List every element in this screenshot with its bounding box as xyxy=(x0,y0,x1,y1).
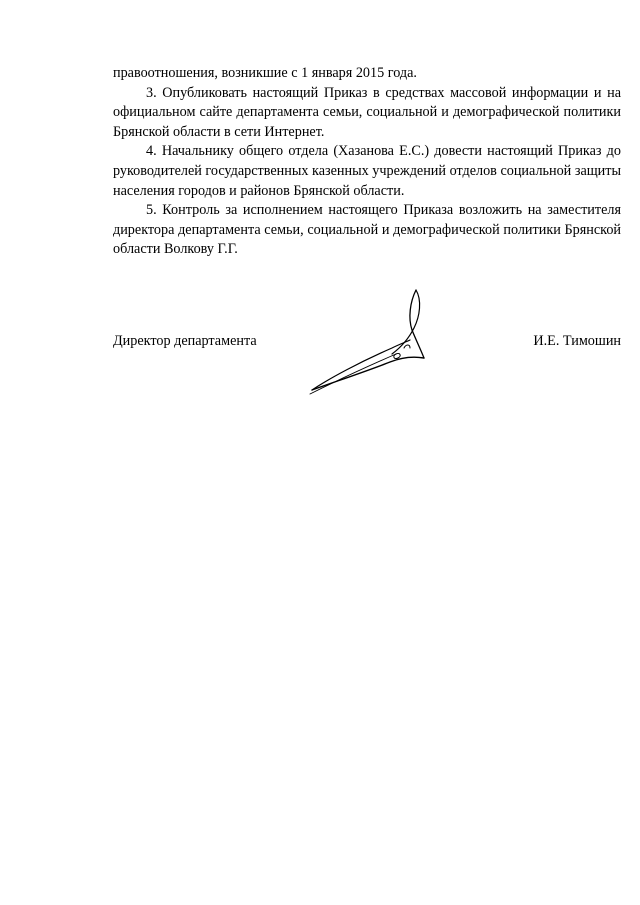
signatory-name: И.Е. Тимошин xyxy=(533,333,621,349)
paragraph-item-4: 4. Начальнику общего отдела (Хазанова Е.С.) довести настоящий Приказ до руководителей государственных казенных учреждений отделов социальной защиты населения городов и районов Брянской области. xyxy=(113,143,621,199)
paragraph-item-5: 5. Контроль за исполнением настоящего Приказа возложить на заместителя директора департамента семьи, социальной и демографической политики Брянской области Волкову Г.Г. xyxy=(113,202,621,258)
document-body xyxy=(113,64,621,260)
paragraph-continuation: правоотношения, возникшие с 1 января 2015 года. xyxy=(113,65,417,81)
signatory-title: Директор департамента xyxy=(113,333,257,349)
handwritten-signature xyxy=(300,282,440,398)
paragraph-item-3: 3. Опубликовать настоящий Приказ в средствах массовой информации и на официальном сайте департамента семьи, социальной и демографической политики Брянской области в сети Интернет. xyxy=(113,84,621,140)
